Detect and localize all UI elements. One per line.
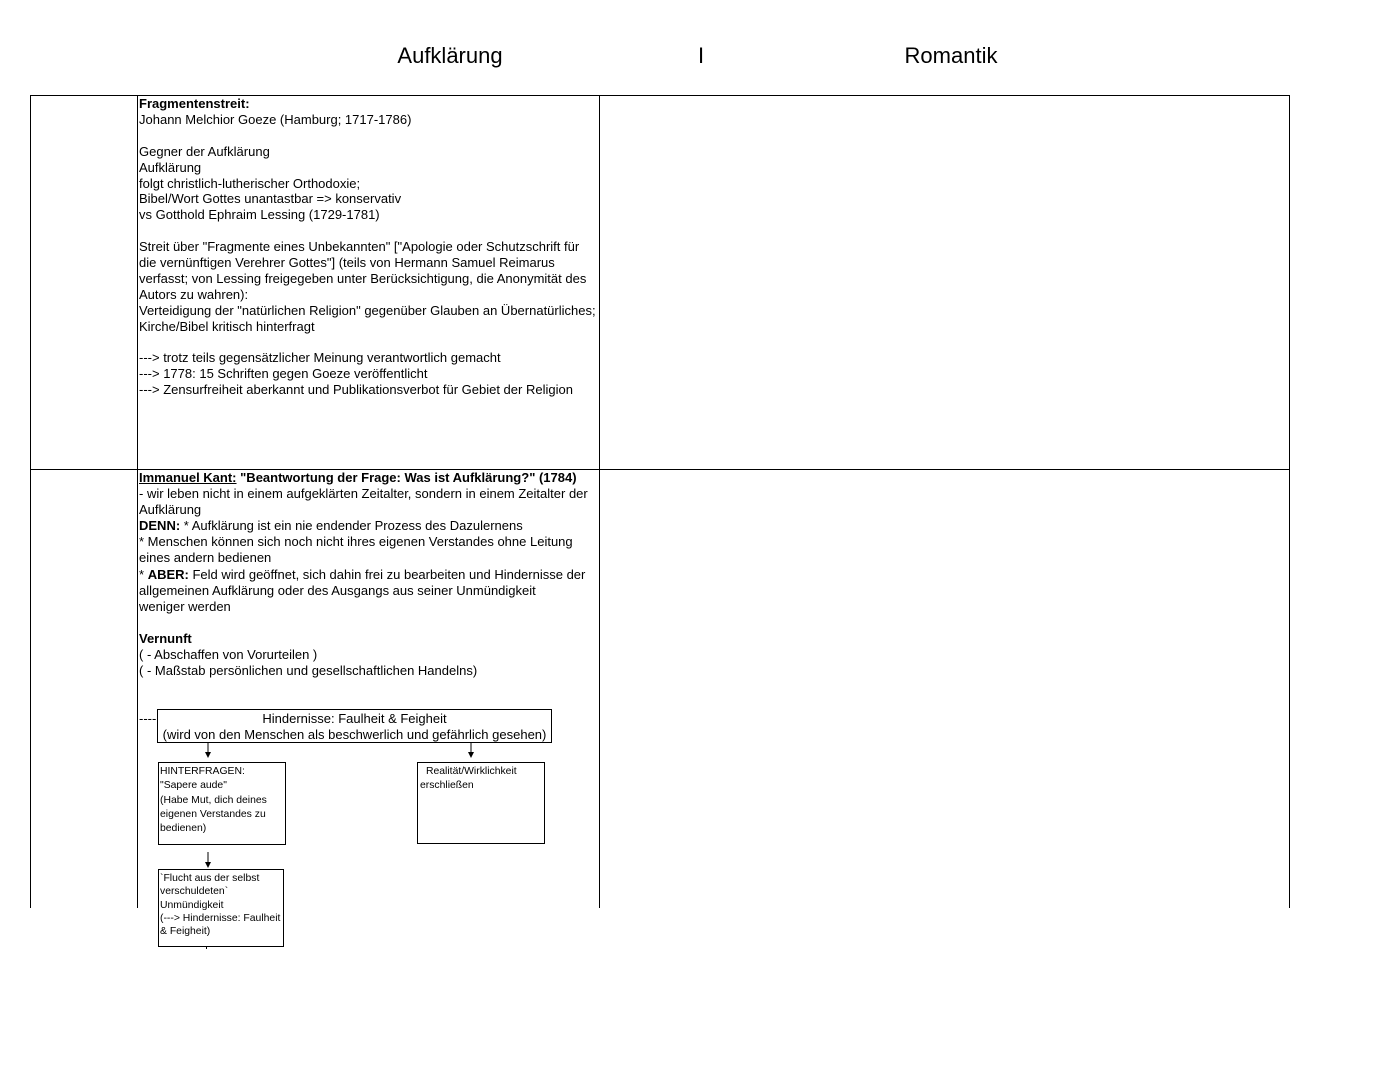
text-line: * Menschen können sich noch nicht ihres eigenen Verstandes ohne Leitung: [139, 534, 573, 550]
hindernisse-box: [157, 709, 552, 743]
list-item: ---> 1778: 15 Schriften gegen Goeze veröffentlicht: [139, 366, 428, 382]
text-segment: * Aufklärung ist ein nie endender Prozess des Dazulernens: [183, 518, 523, 534]
empty-cell-romantik-row2: [600, 470, 1289, 908]
box-line: (Habe Mut, dich deines: [160, 794, 267, 806]
text-line: Gegner der Aufklärung: [139, 143, 270, 159]
list-item: ---> trotz teils gegensätzlicher Meinung verantwortlich gemacht: [139, 350, 501, 366]
denn-label: DENN:: [139, 518, 181, 534]
box-line: & Feigheit): [160, 926, 211, 938]
denn-line: [139, 518, 588, 534]
box-title: Hindernisse: Faulheit & Feigheit: [262, 711, 447, 726]
connector-dashes: ----: [139, 711, 157, 726]
empty-cell-label-row2: [31, 470, 137, 908]
header-separator: I: [697, 43, 705, 68]
aber-line: [139, 567, 588, 583]
text-line: Aufklärung: [139, 502, 202, 518]
text-line: weniger werden: [139, 598, 231, 614]
list-item: ( - Maßstab persönlichen und gesellschaftlichen Handelns): [139, 663, 478, 679]
list-item: ( - Abschaffen von Vorurteilen ): [139, 647, 318, 663]
box-line: erschließen: [420, 780, 474, 792]
arrow-down-icon: [203, 742, 213, 758]
text-line: vs Gotthold Ephraim Lessing (1729-1781): [139, 207, 380, 223]
kant-cell: [139, 470, 588, 679]
column-divider-label: [137, 95, 138, 908]
box-subtitle: (wird von den Menschen als beschwerlich und gefährlich gesehen): [162, 727, 547, 742]
goeze-intro: [139, 96, 596, 128]
essay-title: "Beantwortung der Frage: Was ist Aufklärung?" (1784): [240, 470, 577, 485]
goeze-position: [139, 144, 596, 224]
text-line: Streit über "Fragmente eines Unbekannten" ["Apologie oder Schutzschrift für: [139, 239, 580, 255]
box-line: Unmündigkeit: [160, 899, 224, 911]
empty-cell-label-row1: [31, 96, 137, 469]
realitaet-box: [417, 762, 545, 844]
text-line: Aufklärung: [139, 159, 202, 175]
arrow-down-icon: [203, 852, 213, 868]
fragmentenstreit-cell: [139, 96, 596, 398]
header-title-romantik: Romantik: [904, 43, 998, 68]
text-line: Verteidigung der "natürlichen Religion" gegenüber Glauben an Übernatürliches;: [139, 302, 596, 318]
table-border-right: [1289, 95, 1290, 908]
text-line: verfasst; von Lessing freigegeben unter Berücksichtigung, die Anonymität des: [139, 270, 587, 286]
empty-cell-romantik-row1: [600, 96, 1289, 469]
text-line: Autors zu wahren):: [139, 286, 249, 302]
aber-label: ABER:: [147, 566, 189, 582]
consequences-list: [139, 350, 596, 398]
hinterfragen-box: [158, 762, 286, 845]
flucht-box: [158, 869, 284, 947]
header-title-aufklaerung: Aufklärung: [397, 43, 503, 68]
text-line: Bibel/Wort Gottes unantastbar => konservativ: [139, 191, 402, 207]
author-name: Immanuel Kant:: [139, 470, 237, 485]
box-line: `Flucht aus der selbst: [160, 873, 260, 884]
box-line: (---> Hindernisse: Faulheit: [160, 912, 281, 924]
connector-tick: [206, 946, 207, 949]
kant-title-line: [139, 470, 588, 486]
streit-description: [139, 239, 596, 334]
box-line: verschuldeten`: [160, 886, 229, 898]
vernunft-heading: Vernunft: [139, 630, 192, 646]
text-line: Kirche/Bibel kritisch hinterfragt: [139, 318, 315, 334]
text-line: folgt christlich-lutherischer Orthodoxie;: [139, 175, 361, 191]
text-line: eines andern bedienen: [139, 550, 272, 566]
box-line: "Sapere aude": [160, 780, 227, 792]
text-line: die vernünftigen Verehrer Gottes"] (teils von Hermann Samuel Reimarus: [139, 255, 555, 271]
text-line: Johann Melchior Goeze (Hamburg; 1717-1786): [139, 111, 412, 127]
box-line: Realität/Wirklichkeit: [426, 766, 517, 777]
box-line: bedienen): [160, 823, 207, 835]
section-heading: Fragmentenstreit:: [139, 96, 250, 111]
text-segment: Feld wird geöffnet, sich dahin frei zu bearbeiten und Hindernisse der: [192, 566, 586, 582]
list-item: ---> Zensurfreiheit aberkannt und Publikationsverbot für Gebiet der Religion: [139, 382, 573, 398]
box-line: HINTERFRAGEN:: [160, 766, 245, 777]
text-line: - wir leben nicht in einem aufgeklärten Zeitalter, sondern in einem Zeitalter der: [139, 486, 588, 502]
text-line: allgemeinen Aufklärung oder des Ausgangs aus seiner Unmündigkeit: [139, 582, 536, 598]
arrow-down-icon: [466, 742, 476, 758]
box-line: eigenen Verstandes zu: [160, 808, 266, 820]
bullet: *: [139, 566, 145, 582]
